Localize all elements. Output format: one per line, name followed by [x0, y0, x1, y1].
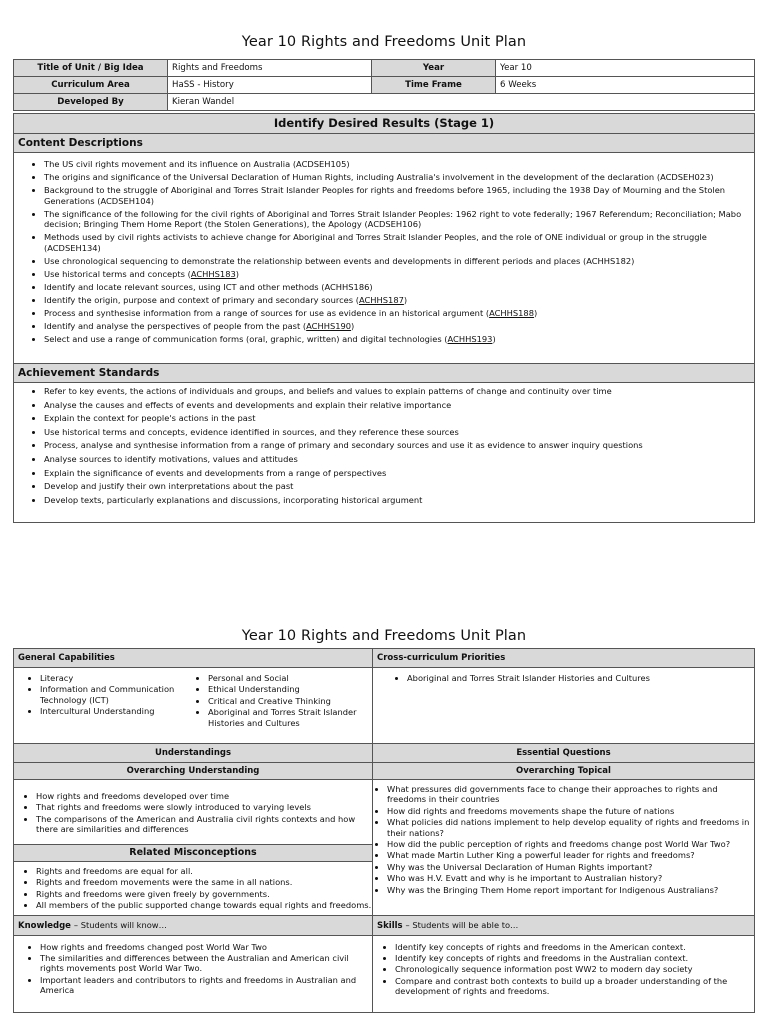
curriculum-code-link[interactable]: ACHHS188	[489, 307, 534, 318]
list-item: • Identify and analyse the perspectives of people from the past (ACHHS190)	[44, 321, 750, 332]
list-item: • Chronologically sequence information post WW2 to modern day society	[395, 964, 750, 974]
timeframe-label: Time Frame	[372, 77, 496, 94]
year-label: Year	[372, 60, 496, 77]
list-item: • The origins and significance of the Universal Declaration of Human Rights, including Australia's involvement in the development of the declaration (ACDSEH023)	[44, 172, 750, 183]
list-item: • The comparisons of the American and Australia civil rights contexts and how there are similarities and differences	[36, 814, 372, 835]
capabilities-right-column	[186, 673, 368, 729]
list-item: • Identify the origin, purpose and context of primary and secondary sources (ACHHS187)	[44, 295, 750, 306]
list-item: • Why was the Universal Declaration of Human Rights important?	[387, 862, 750, 872]
list-item: • Process and synthesise information from a range of sources for use as evidence in an historical argument (ACHHS188)	[44, 308, 750, 319]
list-item: • What pressures did governments face to change their approaches to rights and freedoms in their countries	[387, 784, 750, 805]
list-item: • Analyse sources to identify motivations, values and attitudes	[44, 454, 750, 465]
list-item: • All members of the public supported change towards equal rights and freedoms.	[36, 900, 372, 910]
capabilities-table	[13, 648, 755, 1013]
list-item: • Background to the struggle of Aboriginal and Torres Strait Islander Peoples for rights and freedoms before 1965, including the 1938 Day of Mourning and the Stolen Generations (ACDSEH104)	[44, 185, 750, 206]
list-item: • How rights and freedoms changed post World War Two	[40, 942, 368, 952]
knowledge-note: – Students will know…	[73, 919, 167, 930]
curriculum-code-link[interactable]: ACHHS190	[306, 320, 352, 331]
list-item: • What made Martin Luther King a powerful leader for rights and freedoms?	[387, 850, 750, 860]
list-item: • Methods used by civil rights activists to achieve change for Aboriginal and Torres Strait Islander Peoples, and the role of ONE individual or group in the struggle (ACDSEH134)	[44, 232, 750, 253]
curriculum-code-link[interactable]: ACHHS183	[190, 268, 236, 279]
list-item: • Analyse the causes and effects of events and developments and explain their relative importance	[44, 400, 750, 411]
list-item: • Critical and Creative Thinking	[208, 696, 368, 706]
list-item: • Identify key concepts of rights and freedoms in the American context.	[395, 942, 750, 952]
misconceptions-heading: Related Misconceptions	[14, 844, 372, 862]
achievement-standards-box	[14, 383, 755, 523]
list-item: • Refer to key events, the actions of individuals and groups, and beliefs and values to explain patterns of change and continuity over time	[44, 386, 750, 397]
list-item: • Use historical terms and concepts, evidence identified in sources, and they reference these sources	[44, 427, 750, 438]
achievement-standards-heading: Achievement Standards	[14, 364, 755, 383]
list-item: • Identify key concepts of rights and freedoms in the Australian context.	[395, 953, 750, 963]
list-item: • The similarities and differences between the Australian and American civil rights movements post World War Two.	[40, 953, 368, 974]
list-item: • Select and use a range of communication forms (oral, graphic, written) and digital technologies (ACHHS193)	[44, 334, 750, 345]
list-item: • Important leaders and contributors to rights and freedoms in Australian and America	[40, 975, 368, 996]
list-item: • Use historical terms and concepts (ACHHS183)	[44, 269, 750, 280]
area-label: Curriculum Area	[14, 77, 168, 94]
list-item: • Rights and freedoms were given freely by governments.	[36, 889, 372, 899]
list-item: • Rights and freedoms are equal for all.	[36, 866, 372, 876]
list-item: • Aboriginal and Torres Strait Islander Histories and Cultures	[208, 707, 368, 728]
list-item: • Use chronological sequencing to demonstrate the relationship between events and developments in different periods and places (ACHHS182)	[44, 256, 750, 267]
general-capabilities-box	[14, 668, 373, 744]
content-descriptions-box	[14, 153, 755, 364]
title-value: Rights and Freedoms	[168, 60, 372, 77]
overarching-understanding-heading: Overarching Understanding	[14, 763, 373, 780]
content-descriptions-heading: Content Descriptions	[14, 134, 755, 153]
timeframe-value: 6 Weeks	[496, 77, 755, 94]
list-item: • Ethical Understanding	[208, 684, 368, 694]
list-item: • Information and Communication Technology (ICT)	[40, 684, 186, 705]
list-item: • Process, analyse and synthesise information from a range of primary and secondary sources and use it as evidence to answer inquiry questions	[44, 440, 750, 451]
list-item: • How did the public perception of rights and freedoms change post World War Two?	[387, 839, 750, 849]
overarching-topical-heading: Overarching Topical	[373, 763, 755, 780]
skills-box	[373, 935, 755, 1012]
list-item: • Why was the Bringing Them Home report important for Indigenous Australians?	[387, 885, 750, 895]
knowledge-heading: Knowledge – Students will know…	[14, 915, 373, 935]
understandings-heading: Understandings	[14, 744, 373, 763]
curriculum-code-link[interactable]: ACHHS193	[447, 333, 493, 344]
page-title: Year 10 Rights and Freedoms Unit Plan	[241, 628, 527, 644]
list-item: • Literacy	[40, 673, 186, 683]
list-item: • Who was H.V. Evatt and why is he important to Australian history?	[387, 873, 750, 883]
title-label: Title of Unit / Big Idea	[14, 60, 168, 77]
page-title: Year 10 Rights and Freedoms Unit Plan	[241, 34, 527, 50]
content-descriptions-list	[18, 159, 750, 344]
essential-questions-box	[373, 780, 755, 916]
capabilities-left-column	[18, 673, 186, 718]
list-item: • Aboriginal and Torres Strait Islander Histories and Cultures	[407, 673, 750, 683]
area-value: HaSS - History	[168, 77, 372, 94]
list-item: • That rights and freedoms were slowly introduced to varying levels	[36, 802, 372, 812]
list-item: • Intercultural Understanding	[40, 706, 186, 716]
cross-curriculum-heading: Cross-curriculum Priorities	[373, 649, 755, 668]
unit-info-table	[13, 59, 755, 111]
list-item: • Explain the context for people's actions in the past	[44, 413, 750, 424]
understandings-box	[14, 780, 373, 916]
list-item: • What policies did nations implement to help develop equality of rights and freedoms in their nations?	[387, 817, 750, 838]
list-item: • Explain the significance of events and developments from a range of perspectives	[44, 468, 750, 479]
curriculum-code-link[interactable]: ACHHS187	[358, 294, 404, 305]
cross-curriculum-box	[373, 668, 755, 744]
knowledge-box	[14, 935, 373, 1012]
skills-note: – Students will be able to…	[405, 919, 519, 930]
list-item: • How rights and freedoms developed over time	[36, 791, 372, 801]
essential-questions-heading: Essential Questions	[373, 744, 755, 763]
list-item: • Identify and locate relevant sources, using ICT and other methods (ACHHS186)	[44, 282, 750, 293]
stage-heading: Identify Desired Results (Stage 1)	[14, 114, 755, 134]
list-item: • Rights and freedom movements were the same in all nations.	[36, 877, 372, 887]
developer-value: Kieran Wandel	[168, 94, 755, 111]
list-item: • Develop and justify their own interpretations about the past	[44, 481, 750, 492]
year-value: Year 10	[496, 60, 755, 77]
list-item: • Personal and Social	[208, 673, 368, 683]
list-item: • The significance of the following for the civil rights of Aboriginal and Torres Strait Islander Peoples: 1962 right to vote federally; 1967 Referendum; Reconciliation; Mabo decision; Bringing Them Home Report (the Stolen Generations), the Apology (ACDSEH106)	[44, 209, 750, 230]
developer-label: Developed By	[14, 94, 168, 111]
stage-one-table	[13, 113, 755, 523]
list-item: • Compare and contrast both contexts to build up a broader understanding of the development of rights and freedoms.	[395, 976, 750, 997]
skills-heading: Skills – Students will be able to…	[373, 915, 755, 935]
list-item: • The US civil rights movement and its influence on Australia (ACDSEH105)	[44, 159, 750, 170]
list-item: • How did rights and freedoms movements shape the future of nations	[387, 806, 750, 816]
list-item: • Develop texts, particularly explanations and discussions, incorporating historical argument	[44, 495, 750, 506]
achievement-standards-list	[18, 386, 750, 505]
general-capabilities-heading: General Capabilities	[14, 649, 373, 668]
